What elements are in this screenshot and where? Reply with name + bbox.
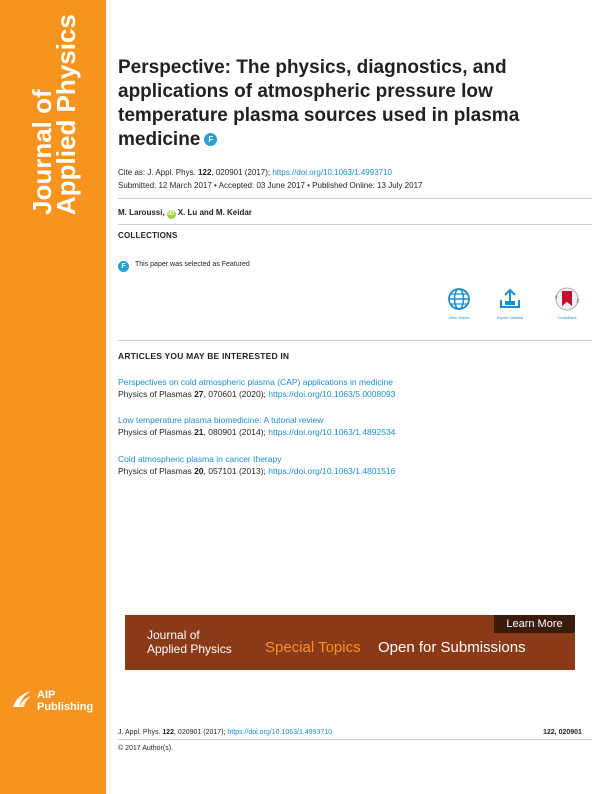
list-item: Perspectives on cold atmospheric plasma (CAP) applications in medicine Physics of Plasmas 27, 070601 (2020); https://doi.org/10.1063/5.0008093 — [118, 376, 588, 400]
related-article-link[interactable]: Cold atmospheric plasma in cancer therapy — [118, 454, 282, 464]
view-online-button[interactable]: View Online — [439, 287, 479, 320]
ad-open-submissions: Open for Submissions — [378, 639, 526, 656]
footer-doi-link[interactable]: https://doi.org/10.1063/1.4993710 — [227, 729, 333, 736]
divider — [118, 739, 592, 740]
export-icon — [498, 287, 522, 311]
journal-sidebar: Journal of Applied Physics AIP Publishing — [0, 0, 106, 794]
publication-dates: Submitted: 12 March 2017 • Accepted: 03 June 2017 • Published Online: 13 July 2017 — [118, 181, 423, 190]
export-citation-button[interactable]: Export Citation — [490, 287, 530, 320]
citation-line: Cite as: J. Appl. Phys. 122, 020901 (2017); https://doi.org/10.1063/1.4993710 — [118, 168, 392, 177]
related-article-link[interactable]: Perspectives on cold atmospheric plasma (CAP) applications in medicine — [118, 377, 393, 387]
learn-more-button[interactable]: Learn More — [494, 615, 575, 633]
related-doi-link[interactable]: https://doi.org/10.1063/1.4801516 — [268, 466, 396, 476]
crossmark-button[interactable]: CrossMark — [547, 287, 587, 320]
article-doi-link[interactable]: https://doi.org/10.1063/1.4993710 — [272, 168, 392, 177]
globe-icon — [447, 287, 471, 311]
author-list: M. Laroussi, iD X. Lu and M. Keidar — [118, 208, 252, 217]
divider — [118, 198, 592, 199]
related-articles-heading: ARTICLES YOU MAY BE INTERESTED IN — [118, 351, 290, 361]
featured-badge-icon: F — [118, 261, 129, 272]
featured-badge-icon: F — [204, 133, 217, 146]
related-doi-link[interactable]: https://doi.org/10.1063/5.0008093 — [268, 389, 396, 399]
related-doi-link[interactable]: https://doi.org/10.1063/1.4892534 — [268, 427, 396, 437]
ad-journal-name: Journal of Applied Physics — [147, 628, 232, 656]
footer-page-ref: 122, 020901 — [543, 729, 582, 736]
article-title: Perspective: The physics, diagnostics, and applications of atmospheric pressure low temperature plasma sources used in plasma medicine F — [118, 57, 520, 150]
crossmark-icon — [555, 287, 579, 311]
copyright: © 2017 Author(s). — [118, 745, 173, 752]
divider — [118, 340, 592, 341]
special-topics-banner[interactable] — [125, 615, 575, 670]
list-item: Cold atmospheric plasma in cancer therapy Physics of Plasmas 20, 057101 (2013); https://doi.org/10.1063/1.4801516 — [118, 453, 588, 477]
list-item: Low temperature plasma biomedicine: A tutorial review Physics of Plasmas 21, 080901 (2014); https://doi.org/10.1063/1.4892534 — [118, 414, 588, 438]
collections-heading: COLLECTIONS — [118, 231, 178, 240]
orcid-icon[interactable]: iD — [168, 211, 175, 217]
related-article-link[interactable]: Low temperature plasma biomedicine: A tutorial review — [118, 415, 324, 425]
aip-logo-icon — [11, 689, 33, 709]
ad-special-topics: Special Topics — [265, 639, 361, 656]
featured-notice: F This paper was selected as Featured — [118, 261, 250, 272]
divider — [118, 224, 592, 225]
journal-name: Journal of Applied Physics — [27, 14, 81, 215]
footer-citation: J. Appl. Phys. 122, 020901 (2017); https://doi.org/10.1063/1.4993710 — [118, 729, 333, 736]
